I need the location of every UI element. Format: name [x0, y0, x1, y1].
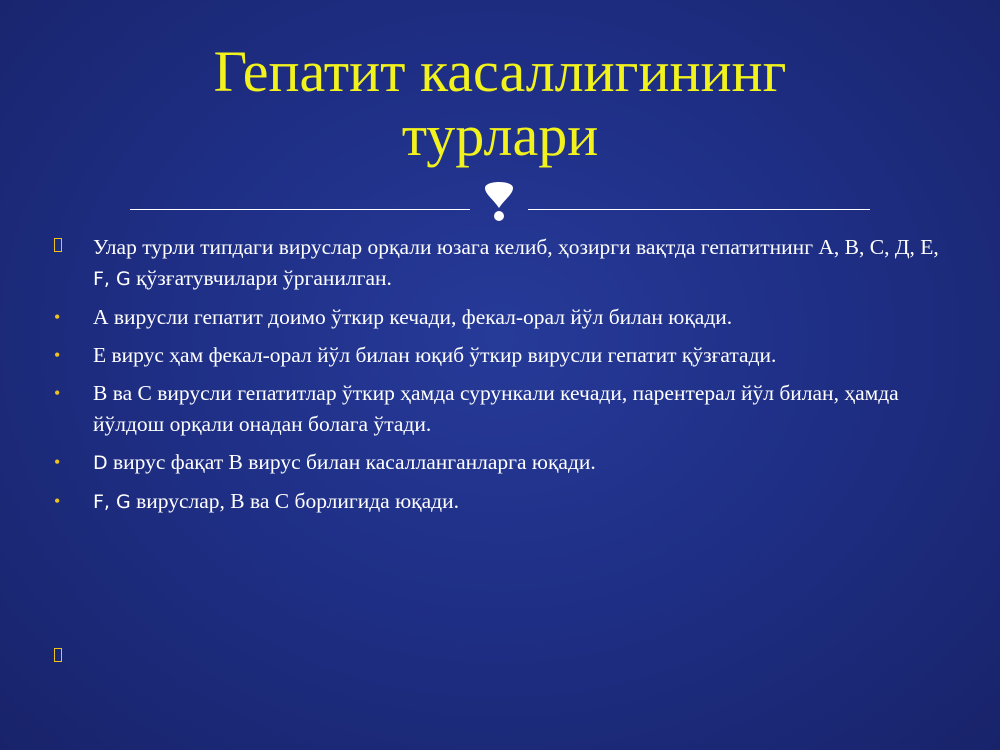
bullet-item-1 [50, 232, 950, 295]
bullet-text: вирус фақат В вирус билан касалланганларга юқади. [107, 450, 596, 474]
bullet-text: В ва С вирусли гепатитлар ўткир ҳамда сурункали кечади, парентерал йўл билан, ҳамда йўлдош орқали онадан болага ўтади. [93, 381, 899, 436]
title-divider [130, 176, 870, 226]
box-bullet-icon [54, 648, 62, 662]
virus-code: F, G [93, 491, 131, 513]
box-bullet-icon [54, 238, 62, 252]
bullet-item-3 [50, 340, 950, 371]
divider-line-left [130, 209, 470, 210]
ornament-icon [482, 178, 516, 224]
dot-bullet-icon: • [54, 345, 61, 365]
bullet-list [50, 232, 950, 525]
dot-bullet-icon: • [54, 383, 61, 403]
divider-line-right [528, 209, 870, 210]
bullet-text: Улар турли типдаги вируслар орқали юзага келиб, ҳозирги вақтда гепатитнинг А, В, С, Д, Е, [93, 235, 939, 259]
bullet-item-5 [50, 447, 950, 479]
slide-title [80, 40, 920, 168]
virus-code: F, G [93, 268, 131, 290]
bullet-item-2 [50, 302, 950, 333]
bullet-item-6 [50, 486, 950, 518]
title-line-2: турлари [401, 103, 599, 168]
bullet-text: вируслар, В ва С борлигида юқади. [130, 489, 459, 513]
virus-code: D [93, 452, 108, 474]
bullet-text-end: қўзғатувчилари ўрганилган. [130, 266, 392, 290]
bullet-item-4 [50, 378, 950, 440]
bullet-text: А вирусли гепатит доимо ўткир кечади, фекал-орал йўл билан юқади. [93, 305, 733, 329]
dot-bullet-icon: • [54, 307, 61, 327]
dot-bullet-icon: • [54, 491, 61, 511]
title-line-1: Гепатит касаллигининг [213, 39, 787, 104]
dot-bullet-icon: • [54, 452, 61, 472]
bullet-text: Е вирус ҳам фекал-орал йўл билан юқиб ўткир вирусли гепатит қўзғатади. [93, 343, 777, 367]
